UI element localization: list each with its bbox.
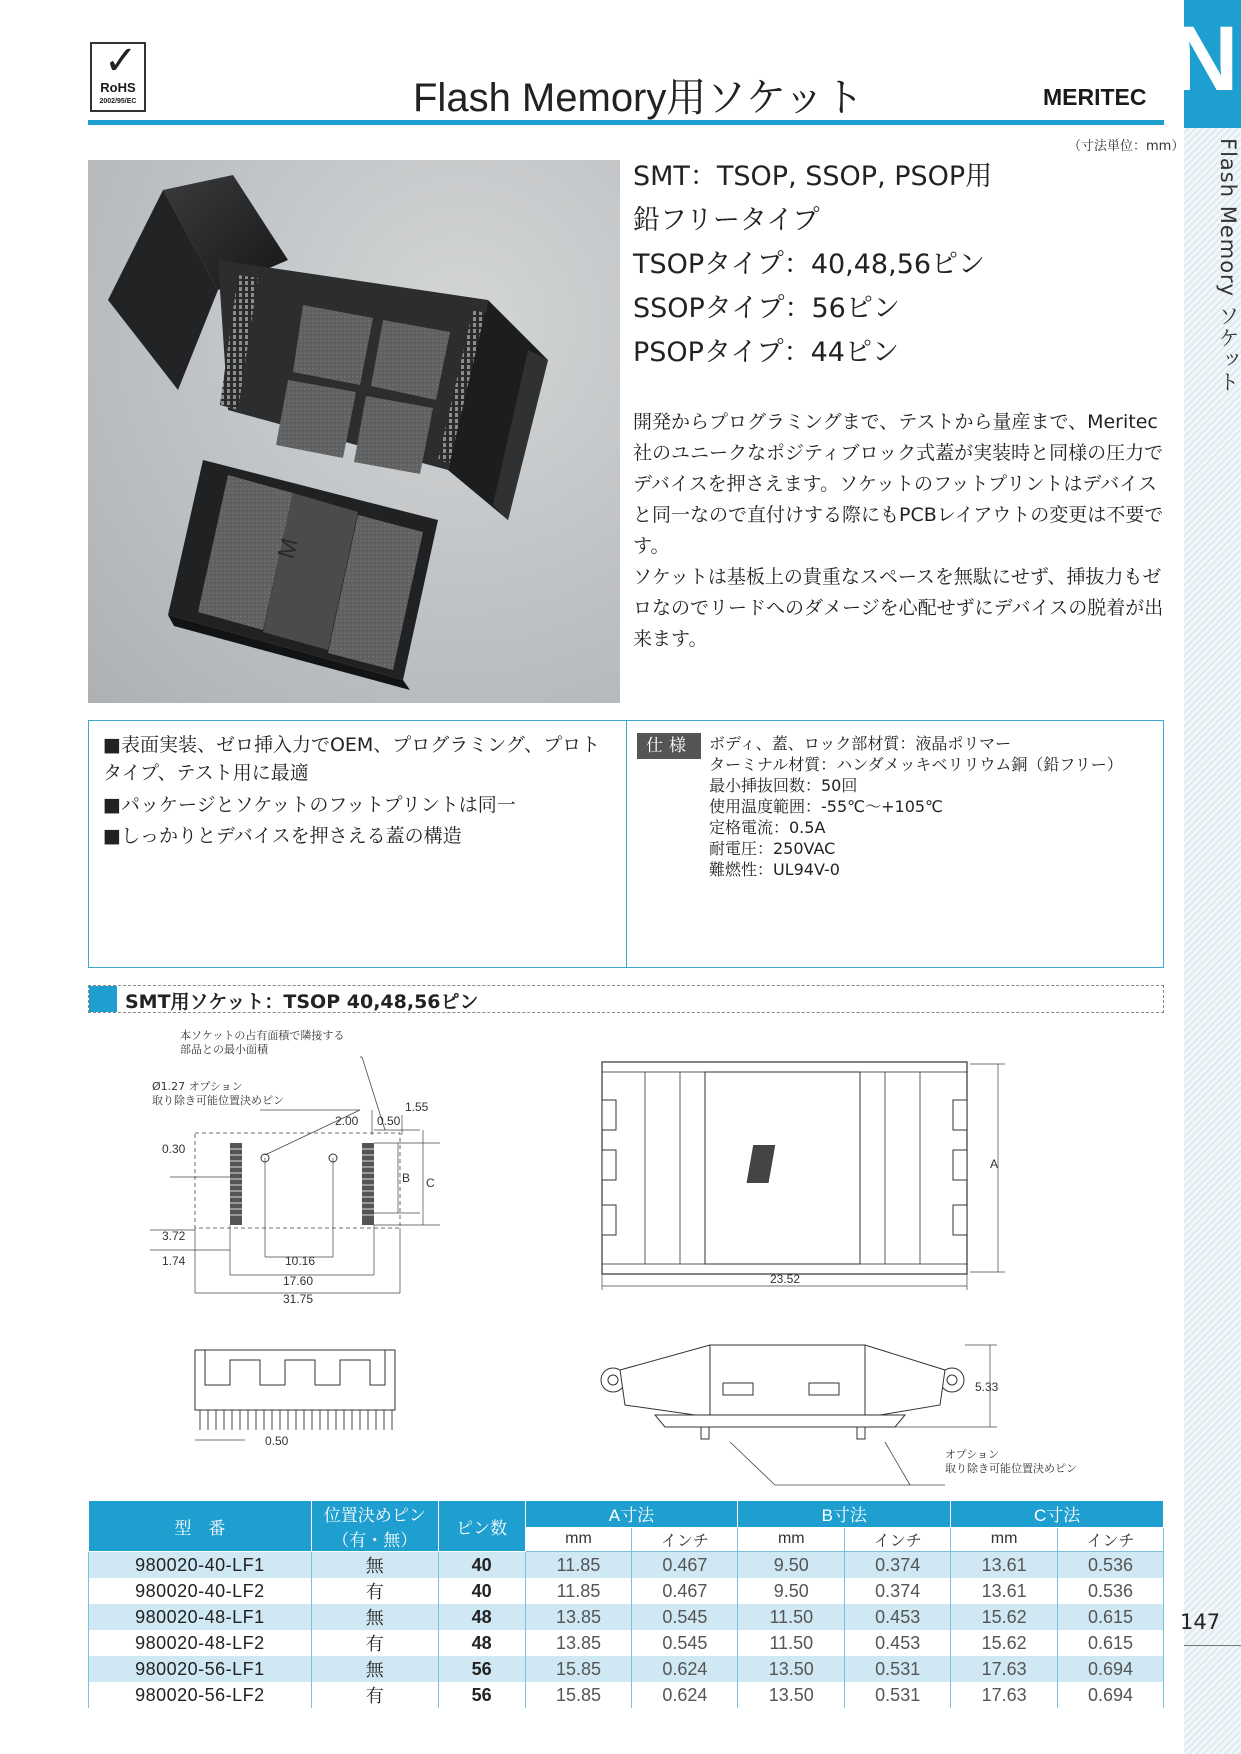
b-mm-cell: 13.50: [738, 1682, 845, 1708]
header-c-inch: インチ: [1058, 1527, 1164, 1551]
side-tab-letter: N: [1172, 8, 1239, 110]
side-view-lid-drawing: [595, 1335, 1015, 1455]
page-number: 147: [1180, 1610, 1221, 1634]
socket-photo-illustration: [88, 160, 620, 703]
header-pin-count: ピン数: [438, 1501, 525, 1552]
locating-pin-cell: 無: [311, 1656, 438, 1682]
a-mm-cell: 13.85: [525, 1604, 632, 1630]
pin-count-cell: 40: [438, 1578, 525, 1604]
header-c-dim: C寸法: [951, 1501, 1164, 1528]
header-b-inch: インチ: [845, 1527, 951, 1551]
rohs-label: RoHS: [100, 80, 136, 95]
c-inch-cell: 0.615: [1058, 1604, 1164, 1630]
pin-count-cell: 56: [438, 1656, 525, 1682]
a-mm-cell: 11.85: [525, 1552, 632, 1579]
feature-heading: SMT：TSOP, SSOP, PSOP用: [633, 161, 993, 192]
table-row: [89, 1552, 1164, 1579]
locating-pin-cell: 無: [311, 1604, 438, 1630]
area-note-line2: 部品との最小面積: [180, 1043, 268, 1056]
table-row: [89, 1630, 1164, 1656]
option-note-line1: オプション: [945, 1448, 1000, 1461]
c-inch-cell: 0.536: [1058, 1578, 1164, 1604]
unit-note: （寸法単位：mm）: [1068, 139, 1185, 154]
dim-2-00: 2.00: [335, 1114, 359, 1128]
pin-count-cell: 48: [438, 1630, 525, 1656]
locating-pin-cell: 有: [311, 1630, 438, 1656]
header-b-mm: mm: [738, 1527, 845, 1551]
a-inch-cell: 0.624: [632, 1682, 738, 1708]
check-icon: ✓: [104, 38, 138, 84]
spec-line: 最小挿抜回数：50回: [709, 776, 858, 795]
spec-line: 難燃性：UL94V-0: [709, 860, 840, 879]
dim-1-55: 1.55: [405, 1100, 429, 1114]
c-mm-cell: 13.61: [951, 1578, 1058, 1604]
feature-heading: SSOPタイプ：56ピン: [633, 293, 900, 324]
header-model: 型 番: [89, 1501, 312, 1552]
rohs-directive: 2002/95/EC: [99, 98, 137, 105]
product-photo: [88, 160, 620, 703]
model-cell: 980020-40-LF2: [89, 1578, 312, 1604]
dim-5-33: 5.33: [975, 1380, 999, 1394]
pin-count-cell: 40: [438, 1552, 525, 1579]
dim-a: A: [990, 1157, 999, 1171]
a-mm-cell: 15.85: [525, 1682, 632, 1708]
section-header: [88, 985, 1164, 1013]
dim-0-30: 0.30: [162, 1142, 186, 1156]
a-inch-cell: 0.467: [632, 1552, 738, 1579]
table-row: [89, 1604, 1164, 1630]
section-marker: [89, 986, 117, 1012]
a-mm-cell: 13.85: [525, 1630, 632, 1656]
spec-line: 定格電流：0.5A: [709, 818, 826, 837]
pin-note-line2: 取り除き可能位置決めピン: [152, 1094, 284, 1107]
pin-count-cell: 48: [438, 1604, 525, 1630]
rohs-logo: [90, 38, 146, 112]
dim-c: C: [426, 1176, 435, 1190]
spec-tag: 仕様: [637, 733, 701, 759]
pin-note-line1: Ø1.27 オプション: [152, 1080, 243, 1093]
c-mm-cell: 13.61: [951, 1552, 1058, 1579]
specification-table: [88, 1500, 1164, 1708]
b-inch-cell: 0.453: [845, 1604, 951, 1630]
b-inch-cell: 0.453: [845, 1630, 951, 1656]
a-mm-cell: 11.85: [525, 1578, 632, 1604]
feature-bullet: ■表面実装、ゼロ挿入力でOEM、プログラミング、プロトタイプ、テスト用に最適: [103, 734, 601, 784]
footprint-drawing: [140, 1025, 480, 1305]
dim-31-75: 31.75: [283, 1292, 314, 1305]
model-cell: 980020-48-LF2: [89, 1630, 312, 1656]
b-inch-cell: 0.374: [845, 1578, 951, 1604]
locating-pin-cell: 有: [311, 1682, 438, 1708]
dim-10-16: 10.16: [285, 1254, 316, 1268]
c-inch-cell: 0.694: [1058, 1656, 1164, 1682]
model-cell: 980020-40-LF1: [89, 1552, 312, 1579]
b-mm-cell: 9.50: [738, 1578, 845, 1604]
header-a-mm: mm: [525, 1527, 632, 1551]
intro-paragraph: ソケットは基板上の貴重なスペースを無駄にせず、挿抜力もゼロなのでリードへのダメージを心配せずにデバイスの脱着が出来ます。: [633, 566, 1164, 650]
dim-b: B: [402, 1171, 411, 1185]
header-b-dim: B寸法: [738, 1501, 951, 1528]
option-note-leaders: [700, 1440, 1120, 1500]
locating-pin-cell: 無: [311, 1552, 438, 1579]
a-inch-cell: 0.545: [632, 1630, 738, 1656]
a-inch-cell: 0.624: [632, 1656, 738, 1682]
page-number-rule: [1184, 1645, 1241, 1646]
dim-17-60: 17.60: [283, 1274, 314, 1288]
dim-1-74: 1.74: [162, 1254, 186, 1268]
brand-name: MERITEC: [1043, 84, 1147, 110]
header-a-dim: A寸法: [525, 1501, 738, 1528]
feature-heading: PSOPタイプ：44ピン: [633, 337, 899, 368]
c-mm-cell: 15.62: [951, 1630, 1058, 1656]
table-row: [89, 1682, 1164, 1708]
b-inch-cell: 0.531: [845, 1656, 951, 1682]
section-title: SMT用ソケット：TSOP 40,48,56ピン: [125, 991, 479, 1013]
option-note-line2: 取り除き可能位置決めピン: [945, 1462, 1077, 1475]
dim-23-52: 23.52: [770, 1272, 801, 1286]
feature-headings: [633, 155, 992, 375]
c-mm-cell: 17.63: [951, 1682, 1058, 1708]
b-mm-cell: 9.50: [738, 1552, 845, 1579]
side-view-drawing: [185, 1345, 415, 1460]
b-mm-cell: 11.50: [738, 1604, 845, 1630]
c-inch-cell: 0.536: [1058, 1552, 1164, 1579]
a-inch-cell: 0.545: [632, 1604, 738, 1630]
b-inch-cell: 0.531: [845, 1682, 951, 1708]
page-title: Flash Memory用ソケット: [413, 76, 864, 120]
c-inch-cell: 0.694: [1058, 1682, 1164, 1708]
a-inch-cell: 0.467: [632, 1578, 738, 1604]
area-note-line1: 本ソケットの占有面積で隣接する: [180, 1029, 345, 1042]
model-cell: 980020-56-LF1: [89, 1656, 312, 1682]
top-view-drawing: [590, 1050, 1010, 1300]
model-cell: 980020-56-LF2: [89, 1682, 312, 1708]
feature-heading: TSOPタイプ：40,48,56ピン: [633, 249, 986, 280]
spec-line: 使用温度範囲：-55℃～+105℃: [709, 797, 944, 816]
header-rule: [88, 120, 1164, 125]
header-c-mm: mm: [951, 1527, 1058, 1551]
dim-3-72: 3.72: [162, 1229, 186, 1243]
header-locating-pin: 位置決めピン（有・無）: [311, 1501, 438, 1552]
spec-line: ボディ、蓋、ロック部材質：液晶ポリマー: [709, 734, 1012, 753]
spec-divider: [626, 721, 627, 967]
spec-line: 耐電圧：250VAC: [709, 839, 836, 858]
feature-bullet: ■しっかりとデバイスを押さえる蓋の構造: [103, 825, 462, 847]
b-mm-cell: 13.50: [738, 1656, 845, 1682]
c-mm-cell: 15.62: [951, 1604, 1058, 1630]
side-tab-label: Flash Memory ソケット: [1216, 138, 1240, 393]
model-cell: 980020-48-LF1: [89, 1604, 312, 1630]
pin-count-cell: 56: [438, 1682, 525, 1708]
locating-pin-cell: 有: [311, 1578, 438, 1604]
dim-0-50-side: 0.50: [265, 1434, 289, 1448]
spec-line: ターミナル材質：ハンダメッキベリリウム銅（鉛フリー）: [709, 755, 1123, 774]
features-spec-box: [88, 720, 1164, 968]
svg-text:M: M: [272, 535, 304, 562]
a-mm-cell: 15.85: [525, 1656, 632, 1682]
dim-0-50: 0.50: [377, 1114, 401, 1128]
b-inch-cell: 0.374: [845, 1552, 951, 1579]
intro-paragraph: 開発からプログラミングまで、テストから量産まで、Meritec社のユニークなポジティブロック式蓋が実装時と同様の圧力でデバイスを押さえます。ソケットのフットプリントはデバイスと同一なので直付けする際にもPCBレイアウトの変更は不要です。: [633, 411, 1164, 557]
table-row: [89, 1578, 1164, 1604]
feature-bullet: ■パッケージとソケットのフットプリントは同一: [103, 794, 516, 816]
feature-heading: 鉛フリータイプ: [633, 205, 820, 236]
c-mm-cell: 17.63: [951, 1656, 1058, 1682]
c-inch-cell: 0.615: [1058, 1630, 1164, 1656]
table-row: [89, 1656, 1164, 1682]
header-a-inch: インチ: [632, 1527, 738, 1551]
b-mm-cell: 11.50: [738, 1630, 845, 1656]
